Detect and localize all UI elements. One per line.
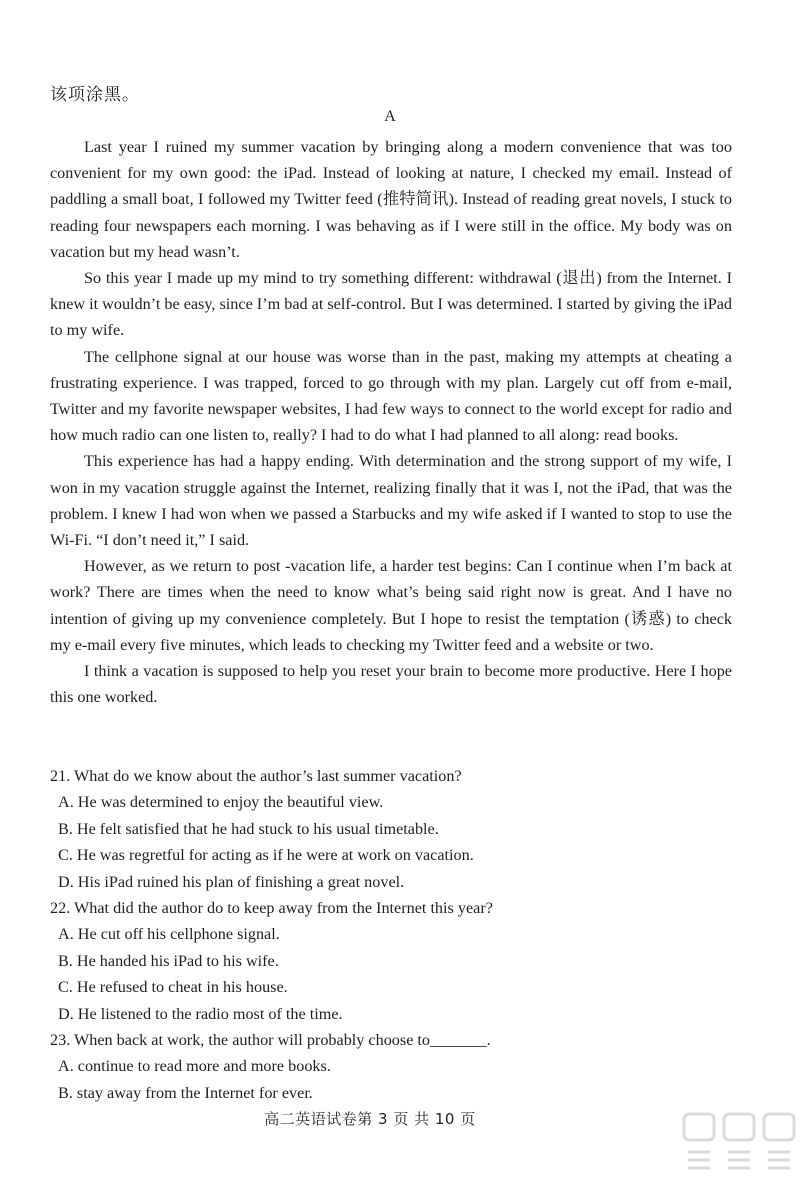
question-21 <box>50 763 750 895</box>
page-footer: 高二英语试卷第 3 页 共 10 页 <box>264 1110 476 1128</box>
option-c: C. He refused to cheat in his house. <box>58 978 288 997</box>
option-a: A. continue to read more and more books. <box>58 1057 331 1076</box>
question-stem: 23. When back at work, the author will probably choose to_______. <box>50 1031 491 1050</box>
option-b: B. He felt satisfied that he had stuck to his usual timetable. <box>58 819 439 838</box>
option-b: B. stay away from the Internet for ever. <box>58 1083 313 1102</box>
question-23 <box>50 1027 750 1106</box>
passage-paragraph: This experience has had a happy ending. With determination and the strong support of my wife, I won in my vacation struggle against the Internet, realizing finally that it was I, not the iPad, that was the problem. I knew I had won when we passed a Starbucks and my wife asked if I wanted to stop to use the Wi-Fi. “I don’t need it,” I said. <box>50 452 732 550</box>
section-title: A <box>384 108 396 125</box>
instruction-fragment: 该项涂黑。 <box>50 85 140 105</box>
passage-paragraph: So this year I made up my mind to try something different: withdrawal (退出) from the Internet. I knew it wouldn’t be easy, since I’m bad at self-control. But I was determined. I started by giving the iPad to my wife. <box>50 269 732 340</box>
option-a: A. He cut off his cellphone signal. <box>58 925 280 944</box>
question-stem: 22. What did the author do to keep away from the Internet this year? <box>50 899 493 918</box>
option-b: B. He handed his iPad to his wife. <box>58 951 279 970</box>
passage-paragraph: Last year I ruined my summer vacation by bringing along a modern convenience that was too convenient for my own good: the iPad. Instead of looking at nature, I checked my email. Instead of paddling a small boat, I followed my Twitter feed (推特简讯). Instead of reading great novels, I stuck to reading four newspapers each morning. I was behaving as if I were still in the office. My body was on vacation but my head wasn’t. <box>50 138 732 261</box>
option-d: D. His iPad ruined his plan of finishing a great novel. <box>58 872 405 891</box>
option-d: D. He listened to the radio most of the time. <box>58 1004 343 1023</box>
passage-paragraph: However, as we return to post -vacation life, a harder test begins: Can I continue when I’m back at work? There are times when the need to know what’s being said right now is great. And I have no intention of giving up my convenience completely. But I hope to resist the temptation (诱惑) to check my e-mail every five minutes, which leads to checking my Twitter feed and a website or two. <box>50 557 732 654</box>
passage-paragraph: The cellphone signal at our house was worse than in the past, making my attempts at cheating a frustrating experience. I was trapped, forced to go through with my plan. Largely cut off from e-mail, Twitter and my favorite newspaper websites, I had few ways to connect to the world except for radio and how much radio can one listen to, really? I had to do what I had planned to all along: read books. <box>50 347 732 445</box>
option-a: A. He was determined to enjoy the beautiful view. <box>58 793 384 812</box>
watermark-logo-icon <box>668 1108 810 1179</box>
question-list <box>50 763 750 1106</box>
passage-paragraph: I think a vacation is supposed to help you reset your brain to become more productive. Here I hope this one worked. <box>50 662 732 707</box>
question-stem: 21. What do we know about the author’s last summer vacation? <box>50 767 462 785</box>
reading-passage <box>50 134 732 710</box>
question-22 <box>50 895 750 1027</box>
option-c: C. He was regretful for acting as if he were at work on vacation. <box>58 846 474 865</box>
